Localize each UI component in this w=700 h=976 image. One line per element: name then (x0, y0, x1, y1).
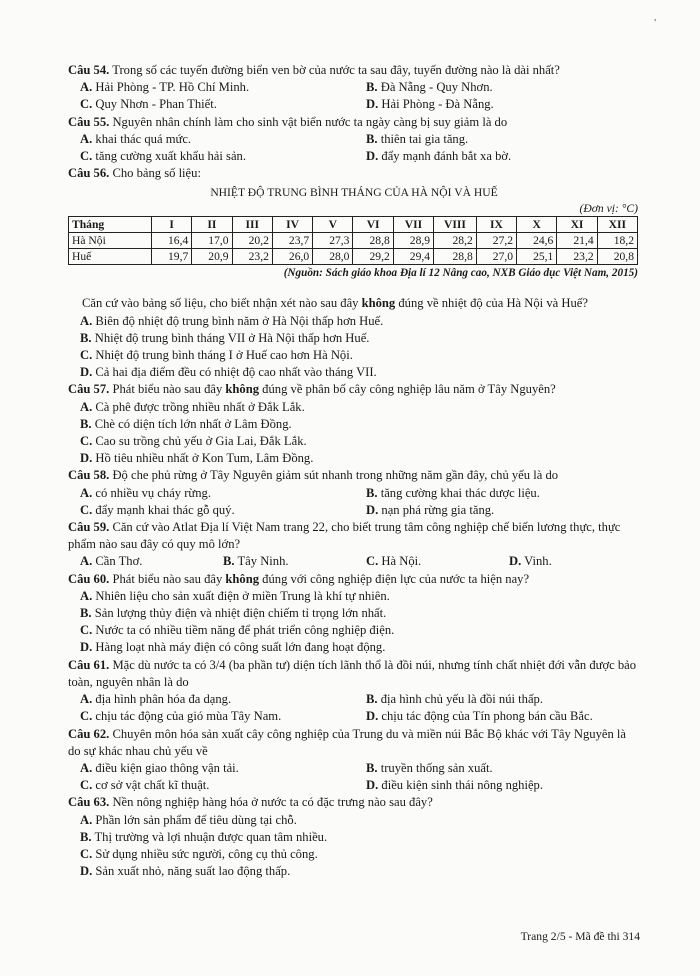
table-row (69, 249, 638, 265)
options-58 (68, 485, 640, 519)
table-row (69, 233, 638, 249)
option-54-d[interactable]: D. Hải Phòng - Đà Nẵng. (366, 97, 494, 112)
option-59-d[interactable]: D. Vinh. (509, 554, 552, 569)
table-cell: VI (353, 217, 393, 233)
row-label: Huế (69, 249, 152, 265)
table-cell: 25,1 (517, 249, 557, 265)
table-cell: 23,2 (232, 249, 272, 265)
option-61-b[interactable]: B. địa hình chủ yếu là đồi núi thấp. (366, 692, 544, 707)
table-cell: 27,2 (476, 233, 516, 249)
option-59-c[interactable]: C. Hà Nội. (366, 554, 422, 569)
table-cell: 24,6 (517, 233, 557, 249)
table-cell: 17,0 (192, 233, 232, 249)
page-footer: Trang 2/5 - Mã đề thi 314 (520, 930, 640, 943)
table-cell: X (517, 217, 557, 233)
table-cell: 29,4 (393, 249, 433, 265)
option-58-a[interactable]: A. có nhiều vụ cháy rừng. (80, 485, 211, 500)
option-60-b[interactable]: B. Sản lượng thủy điện và nhiệt điện chiếm tỉ trọng lớn nhất. (80, 606, 387, 621)
option-55-b[interactable]: B. thiên tai gia tăng. (366, 131, 469, 146)
option-63-d[interactable]: D. Sản xuất nhỏ, năng suất lao động thấp. (80, 864, 291, 879)
row-label: Hà Nội (69, 233, 152, 249)
table-cell: 28,8 (434, 249, 477, 265)
table-cell: 23,2 (557, 249, 597, 265)
table-cell: VIII (434, 217, 477, 233)
option-62-a[interactable]: A. điều kiện giao thông vận tải. (80, 760, 239, 775)
table-cell: 28,8 (353, 233, 393, 249)
question-63: Câu 63. Nền nông nghiệp hàng hóa ở nước ta có đặc trưng nào sau đây? (68, 795, 433, 810)
question-59: Câu 59. Căn cứ vào Atlat Địa lí Việt Nam trang 22, cho biết trung tâm công nghiệp chế biến lương thực, thực phẩm nào sau đây có quy mô lớn? (68, 520, 621, 552)
options-55 (68, 131, 640, 165)
table-cell: 29,2 (353, 249, 393, 265)
table-cell: 28,0 (313, 249, 353, 265)
table-cell: 27,3 (313, 233, 353, 249)
question-60: Câu 60. Phát biểu nào sau đây không đúng với công nghiệp điện lực của nước ta hiện nay? (68, 571, 530, 586)
option-61-a[interactable]: A. địa hình phân hóa đa dạng. (80, 692, 232, 707)
table-cell: III (232, 217, 272, 233)
option-63-b[interactable]: B. Thị trường và lợi nhuận được quan tâm nhiều. (80, 829, 328, 844)
table-cell: 20,2 (232, 233, 272, 249)
option-56-a[interactable]: A. Biên độ nhiệt độ trung bình năm ở Hà Nội thấp hơn Huế. (80, 313, 384, 328)
table-title: NHIỆT ĐỘ TRUNG BÌNH THÁNG CỦA HÀ NỘI VÀ HUẾ (210, 186, 498, 200)
option-62-c[interactable]: C. cơ sở vật chất kĩ thuật. (80, 778, 210, 793)
table-cell: XII (597, 217, 637, 233)
option-58-d[interactable]: D. nạn phá rừng gia tăng. (366, 502, 495, 517)
option-57-a[interactable]: A. Cà phê được trồng nhiều nhất ở Đắk Lắk. (80, 399, 305, 414)
options-57 (68, 399, 640, 468)
table-cell: 28,2 (434, 233, 477, 249)
option-62-d[interactable]: D. điều kiện sinh thái nông nghiệp. (366, 778, 544, 793)
option-56-b[interactable]: B. Nhiệt độ trung bình tháng VII ở Hà Nội thấp hơn Huế. (80, 330, 370, 345)
options-56 (68, 313, 640, 382)
option-59-a[interactable]: A. Cần Thơ. (80, 554, 143, 569)
table-cell: 26,0 (272, 249, 312, 265)
table-cell: IX (476, 217, 516, 233)
table-cell: 20,8 (597, 249, 637, 265)
question-58: Câu 58. Độ che phủ rừng ở Tây Nguyên giảm sút nhanh trong những năm gần đây, chủ yếu là do (68, 468, 559, 483)
question-57: Câu 57. Phát biểu nào sau đây không đúng về phân bố cây công nghiệp lâu năm ở Tây Nguyên? (68, 382, 556, 397)
exam-page (68, 62, 640, 880)
option-57-c[interactable]: C. Cao su trồng chủ yếu ở Gia Lai, Đắk Lắk. (80, 434, 307, 449)
question-54: Câu 54. Trong số các tuyến đường biển ven bờ của nước ta sau đây, tuyến đường nào là dài nhất? (68, 63, 560, 77)
options-62 (68, 760, 640, 794)
options-60 (68, 588, 640, 657)
table-header-row (69, 217, 638, 233)
option-57-b[interactable]: B. Chè có diện tích lớn nhất ở Lâm Đồng. (80, 416, 292, 431)
question-61: Câu 61. Mặc dù nước ta có 3/4 (ba phần tư) diện tích lãnh thổ là đồi núi, nhưng tính chất nhiệt đới vẫn được bảo toàn, nguyên nhân là do (68, 657, 637, 689)
header-label: Tháng (69, 217, 152, 233)
table-unit: (Đơn vị: °C) (579, 202, 638, 216)
options-63 (68, 812, 640, 881)
table-cell: 21,4 (557, 233, 597, 249)
option-59-b[interactable]: B. Tây Ninh. (223, 554, 289, 569)
question-56-prompt: Căn cứ vào bảng số liệu, cho biết nhận xét nào sau đây không đúng về nhiệt độ của Hà Nội và Huế? (82, 296, 588, 311)
table-cell: VII (393, 217, 433, 233)
corner-mark: ' (654, 18, 656, 29)
option-61-d[interactable]: D. chịu tác động của Tín phong bán cầu Bắc. (366, 709, 593, 724)
table-source: (Nguồn: Sách giáo khoa Địa lí 12 Nâng cao, NXB Giáo dục Việt Nam, 2015) (283, 267, 638, 280)
temperature-table (68, 216, 638, 265)
table-cell: 28,9 (393, 233, 433, 249)
table-cell: 18,2 (597, 233, 637, 249)
option-60-d[interactable]: D. Hàng loạt nhà máy điện có công suất lớn đang hoạt động. (80, 640, 386, 655)
option-54-b[interactable]: B. Đà Nẵng - Quy Nhơn. (366, 80, 493, 95)
option-58-b[interactable]: B. tăng cường khai thác dược liệu. (366, 485, 540, 500)
option-63-a[interactable]: A. Phần lớn sản phẩm để tiêu dùng tại chỗ. (80, 812, 297, 827)
option-56-c[interactable]: C. Nhiệt độ trung bình tháng I ở Huế cao hơn Hà Nội. (80, 348, 353, 363)
options-54 (68, 79, 640, 113)
option-63-c[interactable]: C. Sử dụng nhiều sức người, công cụ thủ công. (80, 846, 318, 861)
option-56-d[interactable]: D. Cả hai địa điểm đều có nhiệt độ cao nhất vào tháng VII. (80, 365, 377, 380)
option-60-a[interactable]: A. Nhiên liệu cho sản xuất điện ở miền Trung là khí tự nhiên. (80, 588, 390, 603)
question-62: Câu 62. Chuyên môn hóa sản xuất cây công nghiệp của Trung du và miền núi Bắc Bộ khác với Tây Nguyên là do sự khác nhau chủ yếu về (68, 726, 627, 758)
table-cell: I (152, 217, 192, 233)
options-61 (68, 691, 640, 725)
option-61-c[interactable]: C. chịu tác động của gió mùa Tây Nam. (80, 709, 282, 724)
table-cell: XI (557, 217, 597, 233)
question-55: Câu 55. Nguyên nhân chính làm cho sinh vật biển nước ta ngày càng bị suy giảm là do (68, 114, 508, 129)
option-54-a[interactable]: A. Hải Phòng - TP. Hồ Chí Minh. (80, 80, 250, 95)
option-58-c[interactable]: C. đẩy mạnh khai thác gỗ quý. (80, 502, 235, 517)
option-55-c[interactable]: C. tăng cường xuất khẩu hải sản. (80, 149, 246, 164)
table-cell: 23,7 (272, 233, 312, 249)
table-cell: IV (272, 217, 312, 233)
option-54-c[interactable]: C. Quy Nhơn - Phan Thiết. (80, 97, 217, 112)
table-cell: 19,7 (152, 249, 192, 265)
table-cell: 20,9 (192, 249, 232, 265)
options-59 (68, 553, 640, 570)
table-cell: V (313, 217, 353, 233)
option-55-a[interactable]: A. khai thác quá mức. (80, 131, 192, 146)
table-cell: II (192, 217, 232, 233)
option-57-d[interactable]: D. Hồ tiêu nhiều nhất ở Kon Tum, Lâm Đồng. (80, 451, 314, 466)
question-56: Câu 56. Cho bảng số liệu: (68, 166, 201, 181)
option-60-c[interactable]: C. Nước ta có nhiều tiềm năng để phát triển công nghiệp điện. (80, 623, 395, 638)
table-cell: 27,0 (476, 249, 516, 265)
option-62-b[interactable]: B. truyền thống sản xuất. (366, 760, 493, 775)
table-cell: 16,4 (152, 233, 192, 249)
option-55-d[interactable]: D. đẩy mạnh đánh bắt xa bờ. (366, 149, 512, 164)
